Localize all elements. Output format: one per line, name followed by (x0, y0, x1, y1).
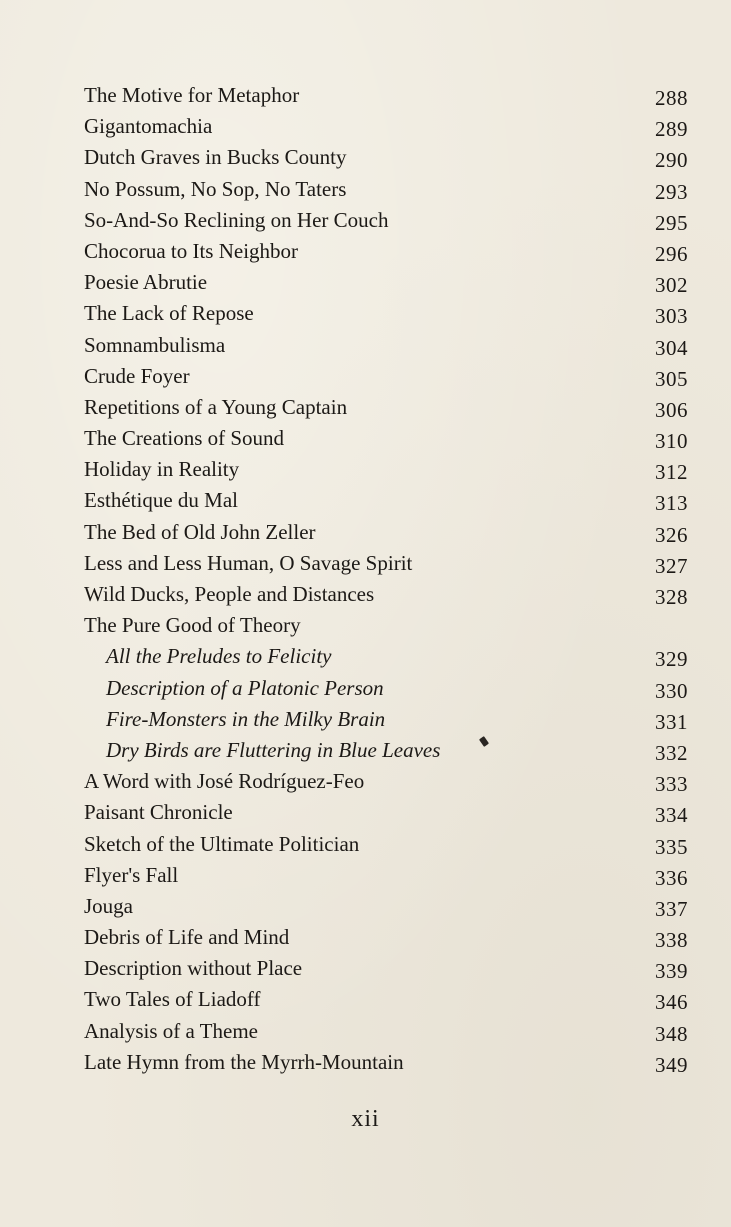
toc-entry (84, 829, 688, 860)
toc-entry (84, 330, 688, 361)
toc-entry-page: 334 (655, 803, 688, 828)
toc-entry-page: 296 (655, 241, 688, 266)
toc-entry (84, 797, 688, 828)
toc-entry-page: 339 (655, 959, 688, 984)
toc-entry-title: Jouga (84, 893, 133, 918)
toc-entry (84, 1047, 688, 1078)
toc-entry (84, 80, 688, 111)
toc-entry-title: Gigantomachia (84, 114, 213, 139)
toc-entry (84, 922, 688, 953)
toc-entry (84, 610, 688, 641)
toc-entry-title: A Word with José Rodríguez-Feo (84, 769, 365, 794)
page-number-folio: xii (351, 1106, 380, 1132)
toc-entry (84, 361, 688, 392)
toc-entry (84, 142, 688, 173)
toc-entry-title: Less and Less Human, O Savage Spirit (84, 550, 413, 575)
toc-entry-page: 330 (655, 678, 688, 703)
toc-entry-page: 331 (655, 709, 688, 734)
toc-entry-page: 290 (655, 148, 688, 173)
toc-entry-page: 348 (655, 1021, 688, 1046)
toc-entry-page: 337 (655, 896, 688, 921)
toc-entry (84, 891, 688, 922)
toc-entry-title: The Lack of Repose (84, 301, 254, 326)
toc-entry-page: 349 (655, 1052, 688, 1077)
toc-entry (84, 392, 688, 423)
toc-entry-title: The Bed of Old John Zeller (84, 519, 316, 544)
toc-entry-title: Analysis of a Theme (84, 1018, 258, 1043)
toc-entry (84, 485, 688, 516)
toc-entry (84, 579, 688, 610)
toc-entry-page: 328 (655, 585, 688, 609)
toc-entry (84, 953, 688, 984)
toc-entry (84, 984, 688, 1015)
toc-entry-page: 329 (655, 647, 688, 672)
toc-entry-title: Holiday in Reality (84, 457, 240, 482)
toc-entry-page: 289 (655, 117, 688, 142)
toc-entry-title: Sketch of the Ultimate Politician (84, 831, 360, 856)
toc-entry (84, 1016, 688, 1047)
toc-entry-title: Crude Foyer (84, 363, 190, 388)
toc-entry-page: 333 (655, 772, 688, 797)
toc-entry (84, 205, 688, 236)
toc-entry-title: Poesie Abrutie (84, 270, 208, 295)
toc-entry-title: Dutch Graves in Bucks County (84, 145, 347, 170)
toc-entry-title: No Possum, No Sop, No Taters (84, 176, 347, 201)
toc-entry-page: 304 (655, 335, 688, 360)
toc-entry (84, 766, 688, 797)
toc-entry-title: Dry Birds are Fluttering in Blue Leaves (106, 737, 441, 762)
toc-entry (84, 704, 688, 735)
toc-entry-title: The Pure Good of Theory (84, 613, 301, 638)
toc-entry-title: Late Hymn from the Myrrh-Mountain (84, 1049, 404, 1074)
toc-entry (84, 548, 688, 579)
toc-entry-title: Wild Ducks, People and Distances (84, 582, 375, 606)
toc-entry (84, 298, 688, 329)
toc-entry-page: 326 (655, 522, 688, 547)
toc-entry (84, 454, 688, 485)
toc-entry-page: 336 (655, 865, 688, 890)
toc-entry-title: Somnambulisma (84, 332, 226, 357)
toc-entry-title: Two Tales of Liadoff (84, 987, 261, 1012)
toc-entry-page: 303 (655, 304, 688, 329)
toc-entry-title: Repetitions of a Young Captain (84, 394, 348, 419)
toc-entry (84, 423, 688, 454)
toc-entry-title: Esthétique du Mal (84, 488, 238, 513)
toc-entry-page: 306 (655, 397, 688, 422)
toc-entry (84, 673, 688, 704)
toc-entry (84, 267, 688, 298)
toc-entry-title: Chocorua to Its Neighbor (84, 238, 299, 263)
toc-entry-title: Flyer's Fall (84, 862, 179, 887)
toc-entry-title: Description without Place (84, 956, 303, 981)
toc-entry-page: 288 (655, 86, 688, 110)
toc-entry-page: 312 (655, 460, 688, 485)
toc-entry-page: 305 (655, 366, 688, 391)
toc-entry (84, 735, 688, 766)
table-of-contents (84, 80, 688, 1078)
toc-entry (84, 174, 688, 205)
toc-entry-title: The Motive for Metaphor (84, 83, 300, 107)
toc-entry-page: 338 (655, 928, 688, 953)
toc-entry-title: So-And-So Reclining on Her Couch (84, 207, 389, 232)
toc-entry-page: 346 (655, 990, 688, 1015)
toc-entry (84, 111, 688, 142)
toc-entry (84, 517, 688, 548)
toc-entry-title: Description of a Platonic Person (106, 675, 384, 700)
toc-entry-title: The Creations of Sound (84, 426, 285, 451)
toc-entry-page: 310 (655, 429, 688, 454)
toc-entry-page: 327 (655, 553, 688, 578)
toc-entry (84, 236, 688, 267)
toc-entry (84, 641, 688, 672)
toc-entry-title: Debris of Life and Mind (84, 925, 290, 950)
toc-entry-title: Paisant Chronicle (84, 800, 233, 825)
toc-entry-page: 293 (655, 179, 688, 204)
toc-entry-page: 302 (655, 273, 688, 298)
toc-entry-page: 313 (655, 491, 688, 516)
toc-entry-page: 335 (655, 834, 688, 859)
toc-entry-title: Fire-Monsters in the Milky Brain (106, 706, 386, 731)
toc-entry-page: 332 (655, 740, 688, 765)
toc-entry-page: 295 (655, 210, 688, 235)
toc-entry (84, 860, 688, 891)
toc-entry-title: All the Preludes to Felicity (106, 644, 332, 669)
